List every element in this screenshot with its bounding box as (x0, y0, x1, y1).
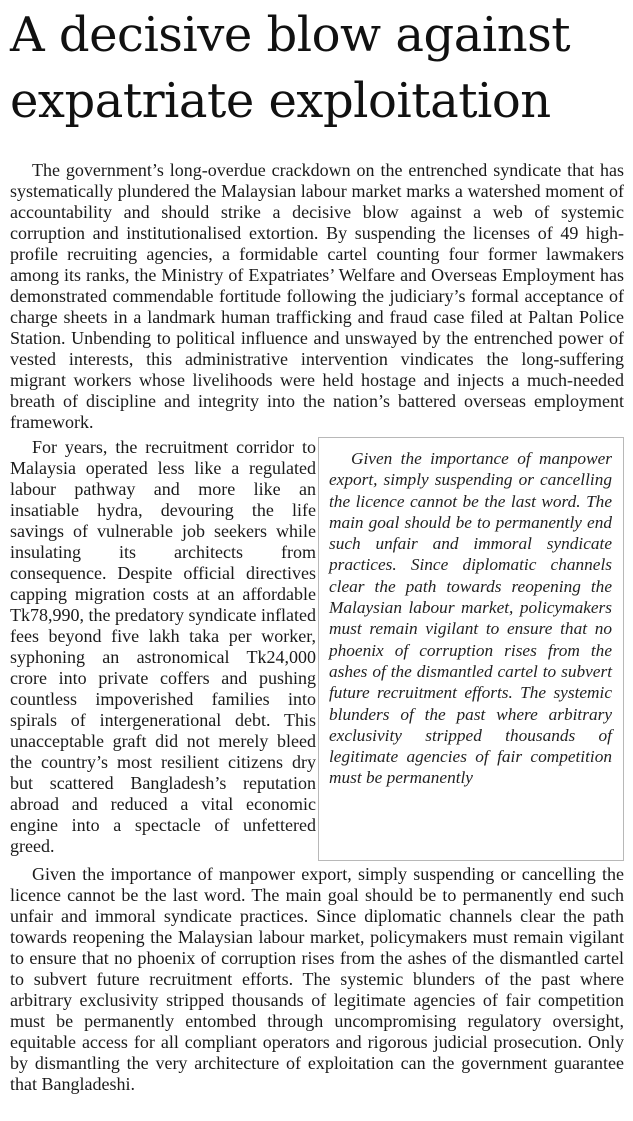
pull-quote-text: Given the importance of manpower export, simply suspending or cancelling the licence cannot be the last word. The main goal should be to permanently end such unfair and immoral syndicate practices. Since diplomatic channels clear the path towards reopening the Malaysian labour market, policymakers must remain vigilant to ensure that no phoenix of corruption rises from the ashes of the dismantled cartel to subvert future recruitment efforts. The systemic blunders of the past where arbitrary exclusivity stripped thousands of legitimate agencies of fair competition must be permanently (329, 449, 612, 788)
pull-quote-box (318, 437, 624, 861)
left-column-paragraph: For years, the recruitment corridor to Malaysia operated less like a regulated labour pathway and more like an insatiable hydra, devouring the life savings of vulnerable job seekers while insulating its architects from consequence. Despite official directives capping migration costs at an affordable Tk78,990, the predatory syndicate inflated fees beyond five lakh taka per worker, syphoning an astronomical Tk24,000 crore into private coffers and pushing countless impoverished families into spirals of intergenerational debt. This unacceptable graft did not merely bleed the country’s most resilient citizens dry but scattered Bangladesh’s reputation abroad and reduced a vital economic engine into a spectacle of unfettered greed. (10, 437, 316, 856)
lead-paragraph: The government’s long-overdue crackdown on the entrenched syndicate that has systematically plundered the Malaysian labour market marks a watershed moment of accountability and should strike a decisive blow against a web of systemic corruption and institutionalised extortion. By suspending the licenses of 49 high-profile recruiting agencies, a formidable cartel counting four former lawmakers among its ranks, the Ministry of Expatriates’ Welfare and Overseas Employment has demonstrated commendable fortitude following the judiciary’s formal acceptance of charge sheets in a landmark human trafficking and fraud case filed at Paltan Police Station. Unbending to political influence and unswayed by the entrenched power of vested interests, this administrative intervention vindicates the long-suffering migrant workers whose livelihoods were held hostage and injects a much-needed breath of discipline and integrity into the nation’s battered overseas employment framework. (10, 160, 624, 432)
closing-paragraph: Given the importance of manpower export, simply suspending or cancelling the licence cannot be the last word. The main goal should be to permanently end such unfair and immoral syndicate practices. Since diplomatic channels clear the path towards reopening the Malaysian labour market, policymakers must remain vigilant to ensure that no phoenix of corruption rises from the ashes of the dismantled cartel to subvert future recruitment efforts. The systemic blunders of the past where arbitrary exclusivity stripped thousands of legitimate agencies of fair competition must be permanently entombed through uncompromising regulatory oversight, equitable access for all compliant operators and rigorous judicial prosecution. Only by dismantling the very architecture of exploitation can the government guarantee that Bangladeshi. (10, 864, 624, 1094)
article-headline: A decisive blow against expatriate exploitation (10, 7, 571, 129)
